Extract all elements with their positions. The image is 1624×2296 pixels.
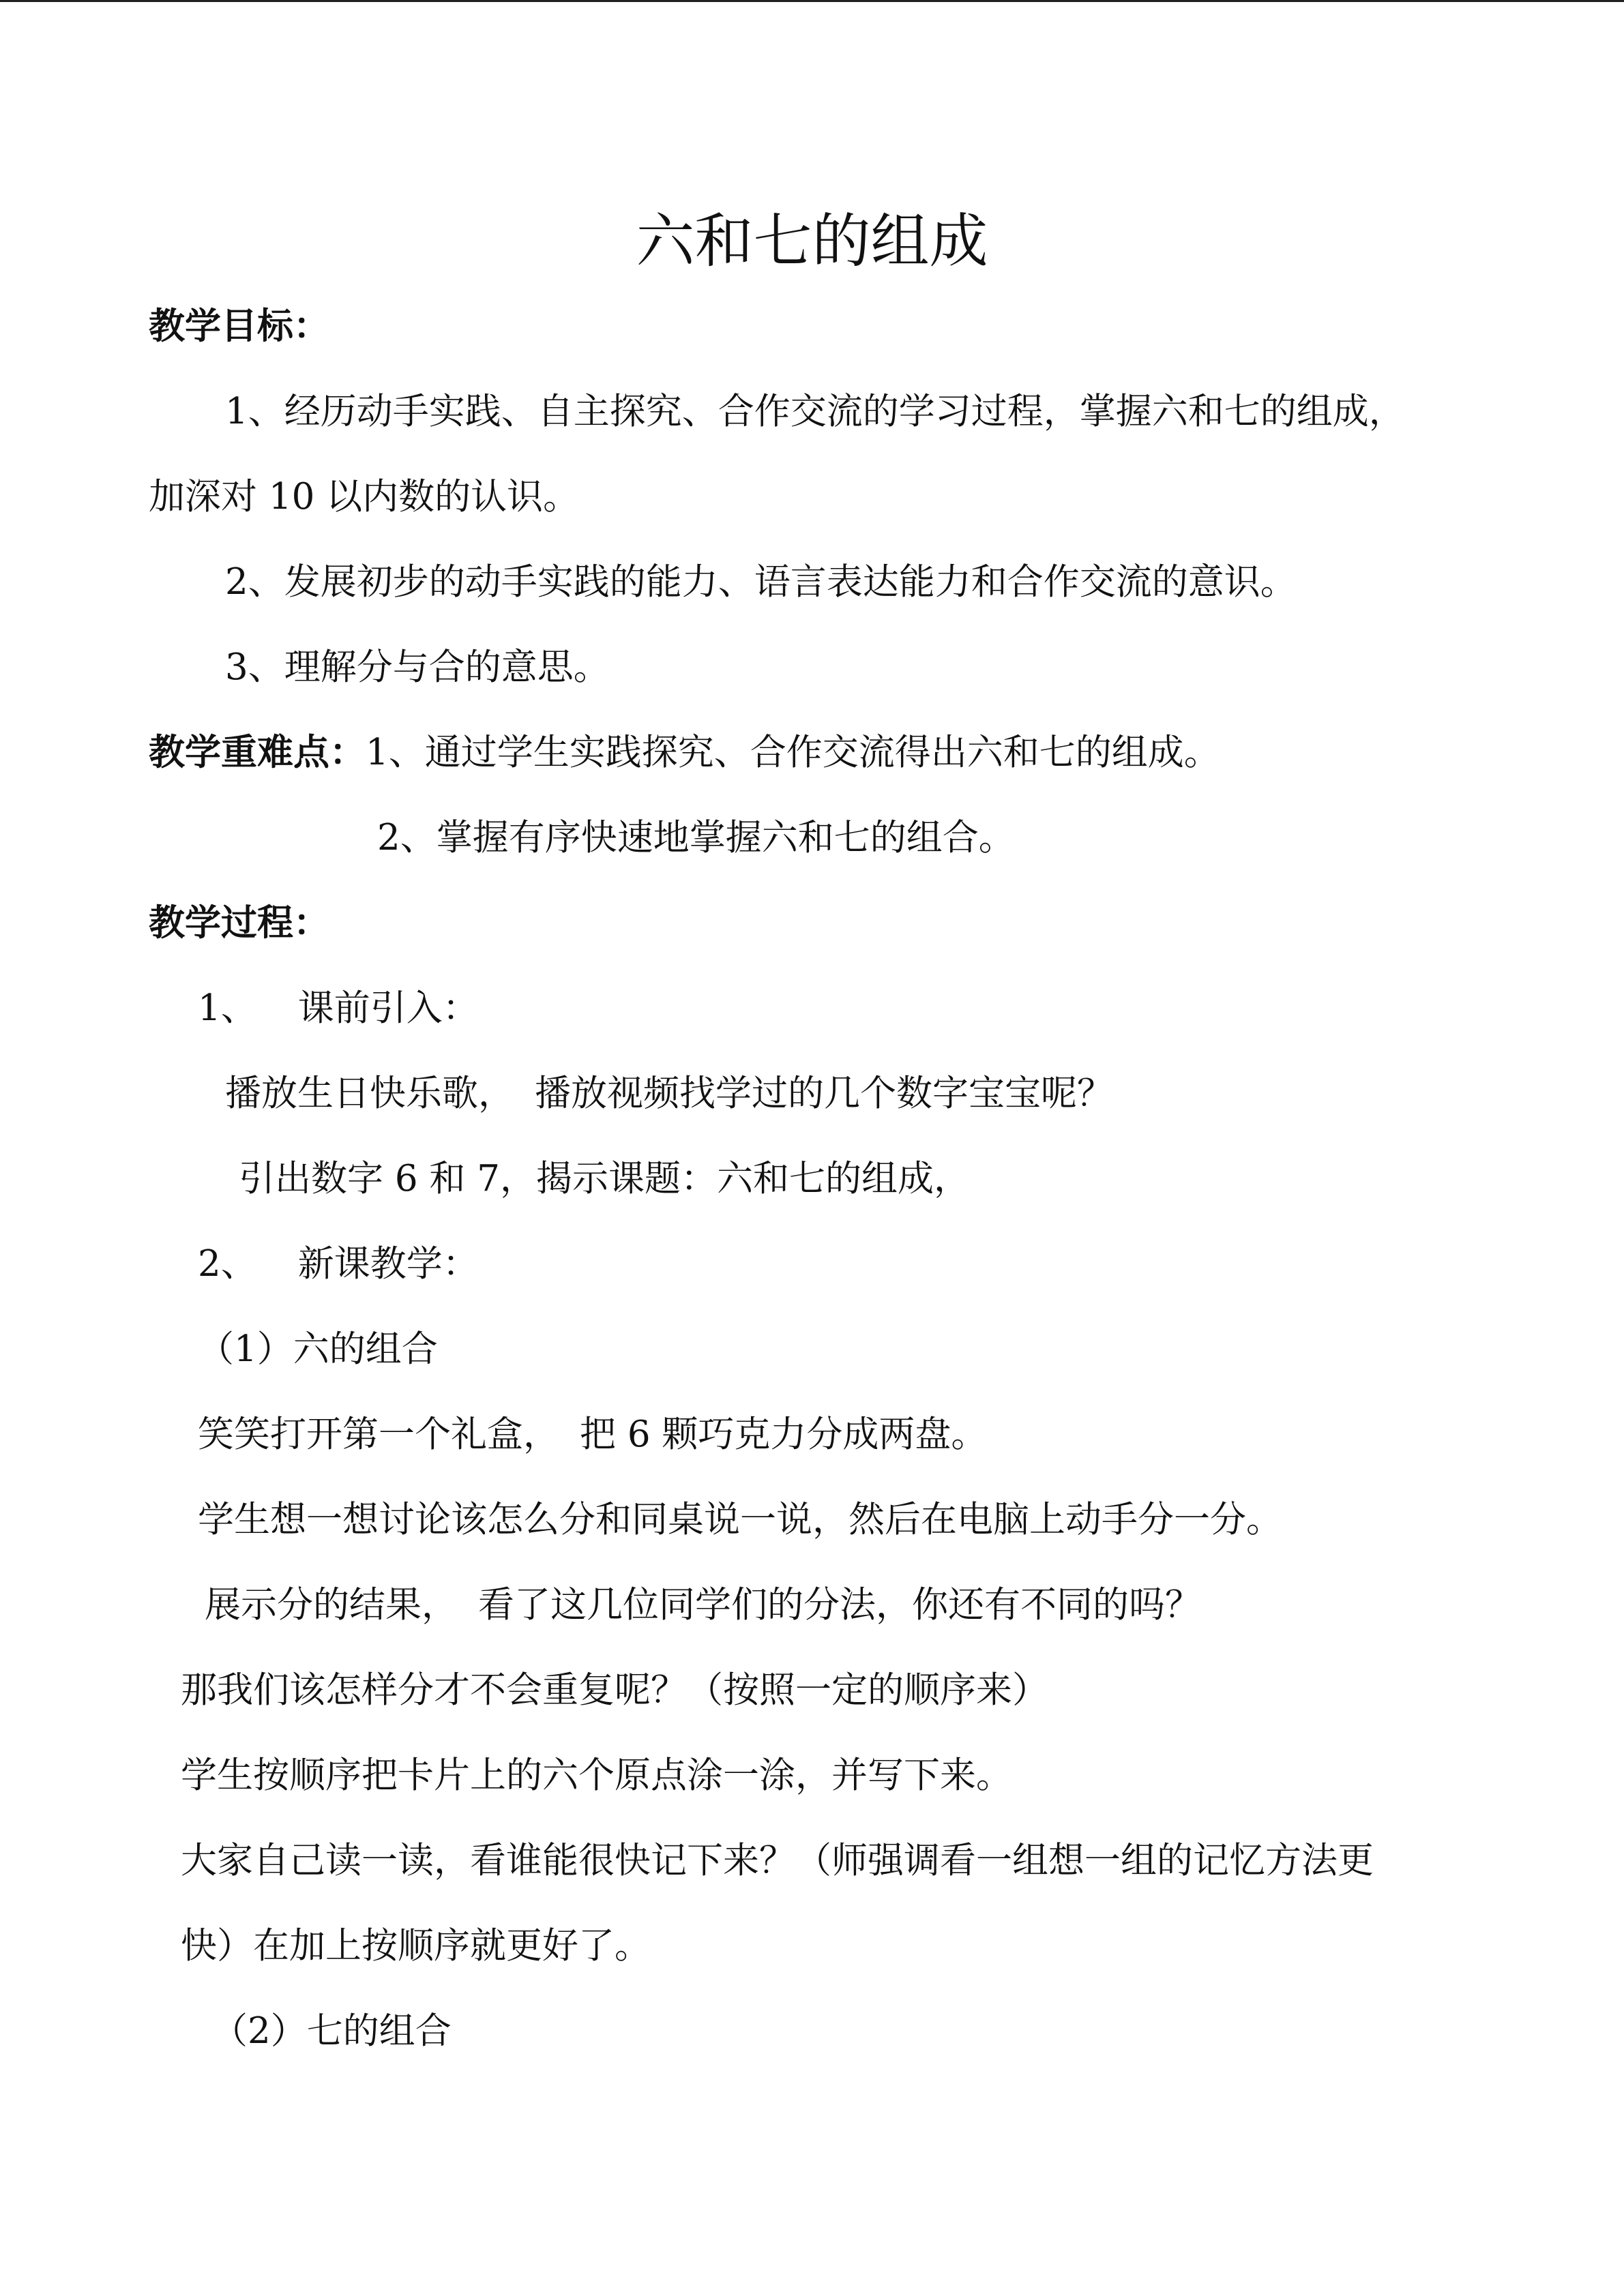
subsection-1-line-6: 大家自己读一读，看谁能很快记下来？（师强调看一组想一组的记忆方法更 xyxy=(181,1840,1374,1881)
objective-1-line-1: 1、经历动手实践、自主探究、合作交流的学习过程，掌握六和七的组成， xyxy=(225,391,1405,432)
objectives-heading: 教学目标： xyxy=(149,305,329,347)
subsection-1-line-1-part-b: 把 6 颗巧克力分成两盘。 xyxy=(580,1414,988,1455)
subsection-1-line-4: 那我们该怎样分才不会重复呢？（按照一定的顺序来） xyxy=(181,1669,1048,1711)
subsection-1-line-3-part-b: 看了这几位同学们的分法，你还有不同的吗？ xyxy=(478,1584,1201,1626)
subsection-1-line-2: 学生想一想讨论该怎么分和同桌说一说，然后在电脑上动手分一分。 xyxy=(198,1499,1282,1540)
subsection-1-line-1-part-a: 笑笑打开第一个礼盒， xyxy=(198,1414,559,1455)
subsection-1-heading: （1）六的组合 xyxy=(198,1328,438,1370)
step-1-line-1 xyxy=(225,1069,1113,1118)
key-points-row-1 xyxy=(149,728,1220,777)
subsection-2-heading: （2）七的组合 xyxy=(211,2010,452,2052)
objective-1-line-2: 加深对 10 以内数的认识。 xyxy=(149,476,580,518)
objective-3: 3、理解分与合的意思。 xyxy=(225,646,610,688)
key-point-2: 2、掌握有序快速地掌握六和七的组合。 xyxy=(377,817,1015,859)
step-1-line-1-part-a: 播放生日快乐歌， xyxy=(225,1073,514,1114)
key-points-heading: 教学重难点： xyxy=(149,732,366,773)
step-1-label: 课前引入： xyxy=(297,987,479,1029)
subsection-1-line-5: 学生按顺序把卡片上的六个原点涂一涂，并写下来。 xyxy=(181,1755,1012,1796)
objective-2: 2、发展初步的动手实践的能力、语言表达能力和合作交流的意识。 xyxy=(225,561,1297,603)
step-1-line-2: 引出数字 6 和 7，揭示课题：六和七的组成， xyxy=(239,1158,970,1199)
subsection-1-line-3 xyxy=(205,1581,1201,1630)
process-step-1 xyxy=(198,984,479,1033)
key-point-1: 1、通过学生实践探究、合作交流得出六和七的组成。 xyxy=(366,732,1220,773)
step-2-number: 2、 xyxy=(198,1243,257,1285)
step-1-line-1-part-b: 播放视频找学过的几个数字宝宝呢？ xyxy=(535,1073,1113,1114)
step-1-number: 1、 xyxy=(198,987,257,1029)
page-title: 六和七的组成 xyxy=(636,207,988,275)
step-2-label: 新课教学： xyxy=(297,1243,479,1285)
process-heading: 教学过程： xyxy=(149,902,329,944)
subsection-1-line-3-part-a: 展示分的结果， xyxy=(205,1584,458,1626)
subsection-1-line-1 xyxy=(198,1410,987,1459)
subsection-1-line-7: 快）在加上按顺序就更好了。 xyxy=(181,1925,651,1967)
process-step-2 xyxy=(198,1240,479,1289)
